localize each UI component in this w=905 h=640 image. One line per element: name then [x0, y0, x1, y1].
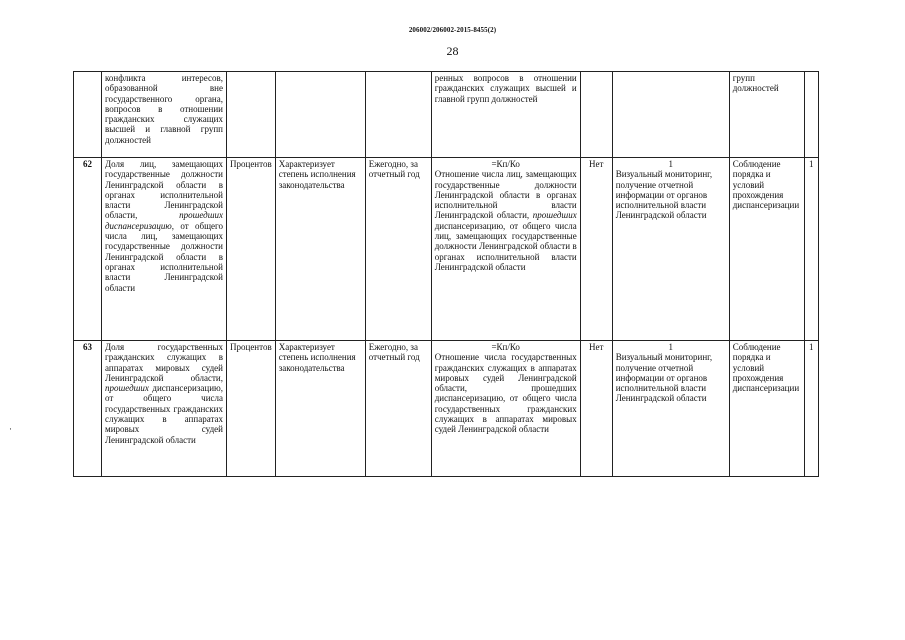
indicator-table [73, 71, 819, 477]
table-row [74, 341, 819, 477]
cell-unit [227, 72, 276, 158]
cell-source [612, 341, 729, 477]
cell-indicator-name: конфликта интересов, образованной вне государственного органа, вопросов в отношении гражданских служащих высшей и главной групп должностей [102, 72, 227, 158]
source-text: Визуальный мониторинг, получение отчетной информации от органов исполнительной власти Ленинградской области [615, 352, 713, 404]
cell-indicator-name [102, 158, 227, 341]
margin-mark: · [9, 424, 12, 434]
name-italic-part: прошедших [105, 383, 149, 394]
table-row [74, 158, 819, 341]
cell-last [804, 72, 818, 158]
cell-goal: Соблюдение порядка и условий прохождения диспансеризации [729, 158, 804, 341]
cell-description [275, 72, 365, 158]
formula-text: Отношение числа государственных гражданских служащих в аппаратах мировых судей Ленинградской области, прошедших диспансеризацию, от общего числа государственных гражданских служащих в аппаратах мировых судей Ленинградской области [434, 352, 577, 435]
cell-formula [431, 158, 580, 341]
name-part: Доля государственных гражданских служащих в аппаратах мировых судей Ленинградской области, [105, 342, 223, 383]
name-part: диспансеризацию, от общего числа государственных гражданских служащих в аппаратах мировых судей Ленинградской области [105, 383, 223, 445]
formula: =Кп/Ко [491, 159, 520, 169]
cell-frequency: Ежегодно, за отчетный год [365, 158, 431, 341]
formula: =Кп/Ко [491, 342, 520, 352]
cell-last: 1 [804, 341, 818, 477]
cell-formula [431, 341, 580, 477]
name-part: , от общего числа лиц, замещающих государственные должности Ленинградской области в органах исполнительной власти Ленинградской области [105, 220, 223, 293]
cell-goal: групп должностей [729, 72, 804, 158]
cell-flag: Нет [580, 341, 612, 477]
cell-unit: Процентов [227, 158, 276, 341]
value: 1 [668, 159, 673, 169]
cell-description: Характеризует степень исполнения законодательства [275, 341, 365, 477]
cell-flag [580, 72, 612, 158]
document-id: 206002/206002-2015-8455(2) [408, 26, 497, 34]
cell-formula: ренных вопросов в отношении гражданских служащих высшей и главной групп должностей [431, 72, 580, 158]
name-italic-part: прошедших диспансеризацию [105, 210, 223, 231]
cell-goal: Соблюдение порядка и условий прохождения диспансеризации [729, 341, 804, 477]
cell-description: Характеризует степень исполнения законодательства [275, 158, 365, 341]
row-number: 63 [74, 341, 102, 477]
cell-source [612, 72, 729, 158]
cell-last: 1 [804, 158, 818, 341]
table-row-continuation [74, 72, 819, 158]
cell-frequency: Ежегодно, за отчетный год [365, 341, 431, 477]
name-part: Доля лиц, замещающих государственные должности Ленинградской области в органах исполнительной власти Ленинградской области, [105, 159, 223, 221]
formula-italic-part: прошедших [532, 210, 577, 221]
cell-indicator-name [102, 341, 227, 477]
cell-source [612, 158, 729, 341]
cell-unit: Процентов [227, 341, 276, 477]
formula-text: Отношение числа лиц, замещающих государственные должности Ленинградской области в органах исполнительной власти Ленинградской области, [434, 169, 577, 221]
page-number: 28 [446, 44, 459, 58]
value: 1 [668, 342, 673, 352]
source-text: Визуальный мониторинг, получение отчетной информации от органов исполнительной власти Ленинградской области [615, 169, 713, 221]
row-number: 62 [74, 158, 102, 341]
cell-num [74, 72, 102, 158]
formula-text: диспансеризацию, от общего числа лиц, замещающих государственные должности Ленинградской области в органах исполнительной власти Ленинградской области [434, 220, 577, 272]
cell-frequency [365, 72, 431, 158]
cell-flag: Нет [580, 158, 612, 341]
